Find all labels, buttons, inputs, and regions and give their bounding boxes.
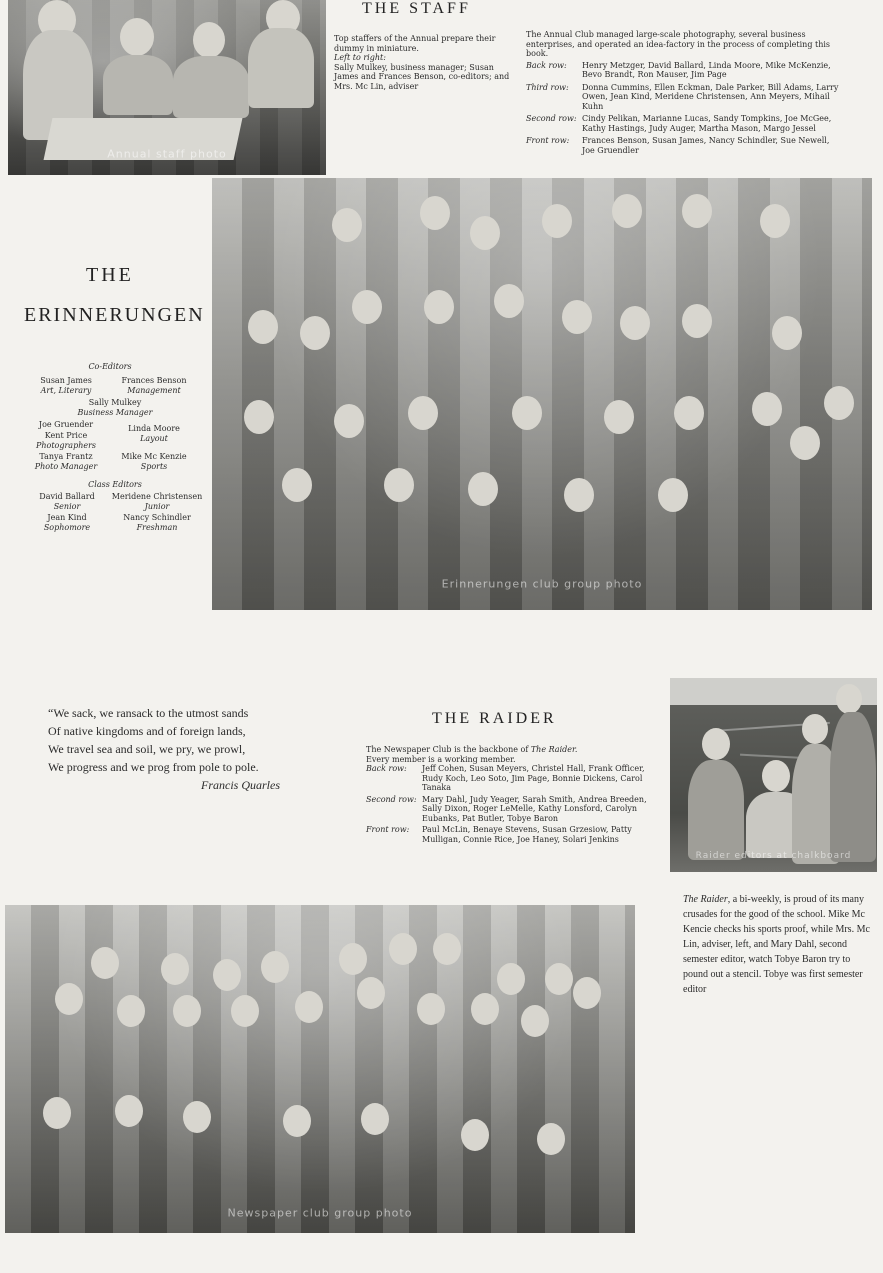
credit-frances [112,376,196,395]
staff-caption-left-label: Left to right: [334,53,386,62]
raider-row-label: Front row: [366,825,410,834]
erinnerungen-photo [212,178,872,610]
credit-linda [112,424,196,443]
raider-intro [366,745,658,755]
raider-row [366,795,658,824]
credit-name: Linda Moore [128,424,180,433]
raider-row-label: Second row: [366,794,417,804]
raider-caption [366,745,658,844]
credit-mike [112,452,196,471]
raider-group-photo [5,905,635,1233]
staff-club-text: The Annual Club managed large-scale photography, several business enterprises, and operated an idea-factory in the process of completing this book. [526,30,831,58]
coeditors-label: Co-Editors [88,362,132,371]
staff-row-label: Second row: [526,114,577,123]
staff-row-names: Donna Cummins, Ellen Eckman, Dale Parker, Bill Adams, Larry Owen, Jean Kind, Meridene Christensen, Ann Meyers, Mihail Kuhn [582,82,839,111]
credit-tanya [30,452,102,471]
quote-block [48,704,292,794]
raider-side-caption-title: The Raider [683,894,728,905]
raider-row-names: Mary Dahl, Judy Yeager, Sarah Smith, Andrea Breeden, Sally Dixon, Roger LeMelle, Kathy Lonsford, Carolyn Eubanks, Pat Butler, Tobye Baron [422,794,647,823]
credit-role: Management [127,385,181,395]
staff-row-label: Back row: [526,60,567,70]
raider-group-photo-label: Newspaper club group photo [227,1206,413,1220]
raider-row-label: Back row: [366,764,407,773]
credit-role: Sophomore [43,522,91,532]
credit-name: Jean Kind [47,513,87,522]
class-editor-freshman [106,513,208,532]
raider-row [366,764,658,793]
staff-caption [334,34,510,91]
credit-role: Photo Manager [34,461,98,471]
credit-kent [30,431,102,450]
staff-row-names: Henry Metzger, David Ballard, Linda Moore, Mike McKenzie, Bevo Brandt, Ron Mauser, Jim Page [582,60,831,79]
credit-role: Senior [53,501,81,511]
erinnerungen-title-line2: ERINNERUNGEN [24,304,205,326]
staff-row [526,114,844,133]
class-editor-sophomore [28,513,106,532]
credit-joe [30,420,102,430]
raider-row [366,825,658,844]
class-editor-senior [28,492,106,511]
raider-intro-title: The Raider. [530,745,578,754]
raider-side-caption-text: , a bi-weekly, is proud of its many crusades for the good of the school. Mike Mc Kencie checks his sports proof, while Mrs. Mc Lin, adviser, left, and Mary Dahl, second semester editor, watch Tobye Baron try to pound out a stencil. Tobye was first semester editor [683,894,870,995]
staff-row-label: Third row: [526,82,569,92]
raider-row-names: Paul McLin, Benaye Stevens, Susan Grzesiow, Patty Mulligan, Connie Rice, Joe Haney, Solari Jenkins [422,825,632,844]
quote-author: Francis Quarles [201,778,280,792]
staff-photo [8,0,326,175]
credit-name: Sally Mulkey [88,398,142,407]
class-editors-label: Class Editors [88,480,142,489]
staff-heading: THE STAFF [362,0,471,17]
credit-role: Layout [140,433,168,443]
credit-name: Tanya Frantz [39,452,93,461]
credit-role: Sports [140,461,168,471]
staff-row [526,136,844,155]
erinnerungen-photo-label: Erinnerungen club group photo [441,577,643,591]
credit-role: Junior [144,501,170,511]
class-editor-junior [106,492,208,511]
credit-role: Business Manager [77,407,153,417]
staff-row-names: Cindy Pelikan, Marianne Lucas, Sandy Tompkins, Joe McGee, Kathy Hastings, Judy Auger, Martha Mason, Margo Jessel [582,114,832,133]
staff-row-names: Frances Benson, Susan James, Nancy Schindler, Sue Newell, Joe Gruendler [582,136,830,155]
credit-role: Art, Literary [40,385,92,395]
staff-row-label: Front row: [526,136,570,145]
staff-row [526,61,844,80]
credit-name: David Ballard [39,492,95,501]
credit-susan [30,376,102,395]
staff-row [526,83,844,112]
raider-intro-2: Every member is a working member. [366,754,516,764]
raider-intro-text: The Newspaper Club is the backbone of [366,745,531,754]
raider-side-caption [683,892,875,997]
credit-name: Susan James [40,376,92,385]
quote-line: We travel sea and soil, we pry, we prowl, [48,742,246,756]
quote-line: Of native kingdoms and of foreign lands, [48,724,246,738]
credit-sally [60,398,170,417]
staff-club-caption [526,30,844,155]
quote-line: “We sack, we ransack to the utmost sands [48,706,249,720]
credit-name: Meridene Christensen [111,492,203,501]
staff-photo-label: Annual staff photo [107,147,227,161]
credit-role: Photographers [35,440,97,450]
raider-small-photo [670,678,877,872]
credit-name: Kent Price [44,431,88,440]
credit-name: Mike Mc Kenzie [121,452,187,461]
raider-heading: THE RAIDER [432,710,557,727]
credit-role: Freshman [136,522,178,532]
erinnerungen-title-line1: THE [86,264,134,286]
staff-caption-names: Sally Mulkey, business manager; Susan James and Frances Benson, co-editors; and Mrs. Mc Lin, adviser [334,62,510,91]
quote-line: We progress and we prog from pole to pole. [48,760,259,774]
credit-name: Frances Benson [121,376,187,385]
raider-small-photo-label: Raider editors at chalkboard [695,851,852,862]
staff-caption-intro: Top staffers of the Annual prepare their dummy in miniature. [334,34,496,53]
raider-row-names: Jeff Cohen, Susan Meyers, Christel Hall, Frank Officer, Rudy Koch, Leo Soto, Jim Page, Bonnie Dickens, Carol Tanaka [422,764,645,792]
credit-name: Nancy Schindler [123,513,191,522]
credit-name: Joe Gruender [38,420,94,429]
